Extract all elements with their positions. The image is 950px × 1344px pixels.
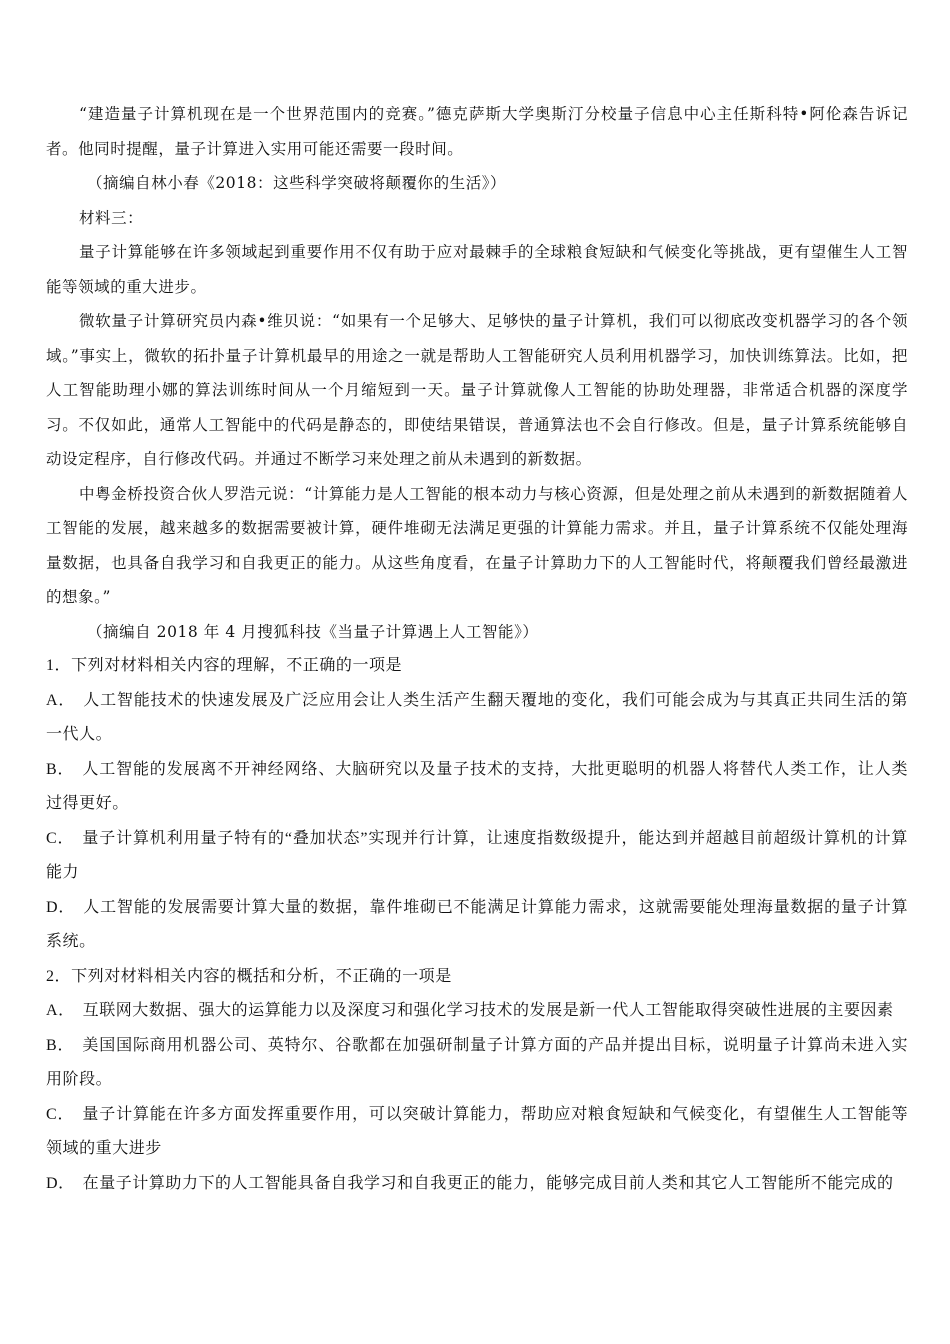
option-label: B． bbox=[46, 1036, 75, 1054]
question-2 bbox=[46, 960, 908, 1202]
option-label: D． bbox=[46, 898, 76, 916]
option-text: 人工智能的发展需要计算大量的数据，靠件堆砌已不能满足计算能力需求，这就需要能处理海量数据的量子计算系统。 bbox=[46, 898, 909, 950]
material-three-source: （摘编自 2018 年 4 月搜狐科技《当量子计算遇上人工智能》） bbox=[87, 622, 539, 641]
question-2-stem: 下列对材料相关内容的概括和分析，不正确的一项是 bbox=[71, 967, 452, 985]
question-1-option-d[interactable] bbox=[46, 891, 908, 960]
question-1-option-b[interactable] bbox=[46, 753, 908, 822]
option-text: 人工智能技术的快速发展及广泛应用会让人类生活产生翻天覆地的变化，我们可能会成为与其真正共同生活的第一代人。 bbox=[46, 691, 909, 743]
option-label: C． bbox=[46, 1105, 75, 1123]
question-1-option-a[interactable] bbox=[46, 684, 908, 753]
material-two-paragraph: “建造量子计算机现在是一个世界范围内的竞赛。”德克萨斯大学奥斯汀分校量子信息中心主任斯科特•阿伦森告诉记者。他同时提醒，量子计算进入实用可能还需要一段时间。 bbox=[46, 105, 909, 158]
question-1 bbox=[46, 649, 908, 960]
question-1-title bbox=[46, 649, 908, 684]
question-2-number: 2． bbox=[46, 967, 72, 985]
option-text: 量子计算能在许多方面发挥重要作用，可以突破计算能力，帮助应对粮食短缺和气候变化，有望催生人工智能等领域的重大进步 bbox=[46, 1105, 908, 1157]
question-1-number: 1． bbox=[46, 657, 72, 674]
option-text: 互联网大数据、强大的运算能力以及深度习和强化学习技术的发展是新一代人工智能取得突破性进展的主要因素 bbox=[82, 1002, 894, 1019]
document-page bbox=[46, 97, 908, 1201]
question-2-option-d[interactable] bbox=[46, 1167, 908, 1202]
question-1-stem: 下列对材料相关内容的理解，不正确的一项是 bbox=[71, 657, 403, 674]
option-text: 在量子计算助力下的人工智能具备自我学习和自我更正的能力，能够完成目前人类和其它人工智能所不能完成的 bbox=[82, 1174, 894, 1192]
option-label: D． bbox=[46, 1174, 75, 1192]
material-three-paragraph-3: 中粤金桥投资合伙人罗浩元说：“计算能力是人工智能的根本动力与核心资源，但是处理之前从未遇到的新数据随着人工智能的发展，越来越多的数据需要被计算，硬件堆砌无法满足更强的计算能力需求。并且，量子计算系统不仅能处理海量数据，也具备自我学习和自我更正的能力。从这些角度看，在量子计算助力下的人工智能时代，将颠覆我们曾经最激进的想象。” bbox=[46, 484, 908, 606]
option-text: 美国国际商用机器公司、英特尔、谷歌都在加强研制量子计算方面的产品并提出目标，说明量子计算尚未进入实用阶段。 bbox=[46, 1036, 908, 1088]
option-label: B． bbox=[46, 760, 75, 778]
option-label: A． bbox=[46, 691, 76, 709]
material-three-heading: 材料三： bbox=[79, 208, 144, 227]
option-label: C． bbox=[46, 829, 75, 847]
question-2-option-c[interactable] bbox=[46, 1098, 908, 1167]
question-2-option-b[interactable] bbox=[46, 1029, 908, 1098]
material-three-paragraph-2: 微软量子计算研究员内森•维贝说：“如果有一个足够大、足够快的量子计算机，我们可以彻底改变机器学习的各个领域。”事实上，微软的拓扑量子计算机最早的用途之一就是帮助人工智能研究人员利用机器学习，加快训练算法。比如，把人工智能助理小娜的算法训练时间从一个月缩短到一天。量子计算就像人工智能的协助处理器，非常适合机器的深度学习。不仅如此，通常人工智能中的代码是静态的，即使结果错误，普通算法也不会自行修改。但是，量子计算系统能够自动设定程序，自行修改代码。并通过不断学习来处理之前从未遇到的新数据。 bbox=[46, 312, 908, 468]
material-three-paragraph-1: 量子计算能够在许多领域起到重要作用不仅有助于应对最棘手的全球粮食短缺和气候变化等挑战，更有望催生人工智能等领域的重大进步。 bbox=[46, 243, 908, 296]
question-2-option-a[interactable] bbox=[46, 994, 908, 1029]
option-text: 量子计算机利用量子特有的“叠加状态”实现并行计算，让速度指数级提升，能达到并超越目前超级计算机的计算能力 bbox=[46, 829, 908, 881]
option-text: 人工智能的发展离不开神经网络、大脑研究以及量子技术的支持，大批更聪明的机器人将替代人类工作，让人类过得更好。 bbox=[46, 760, 908, 812]
question-1-option-c[interactable] bbox=[46, 822, 908, 891]
question-2-title bbox=[46, 960, 908, 995]
material-two-source: （摘编自林小春《2018：这些科学突破将颠覆你的生活》） bbox=[87, 174, 507, 192]
option-label: A． bbox=[46, 1002, 75, 1019]
